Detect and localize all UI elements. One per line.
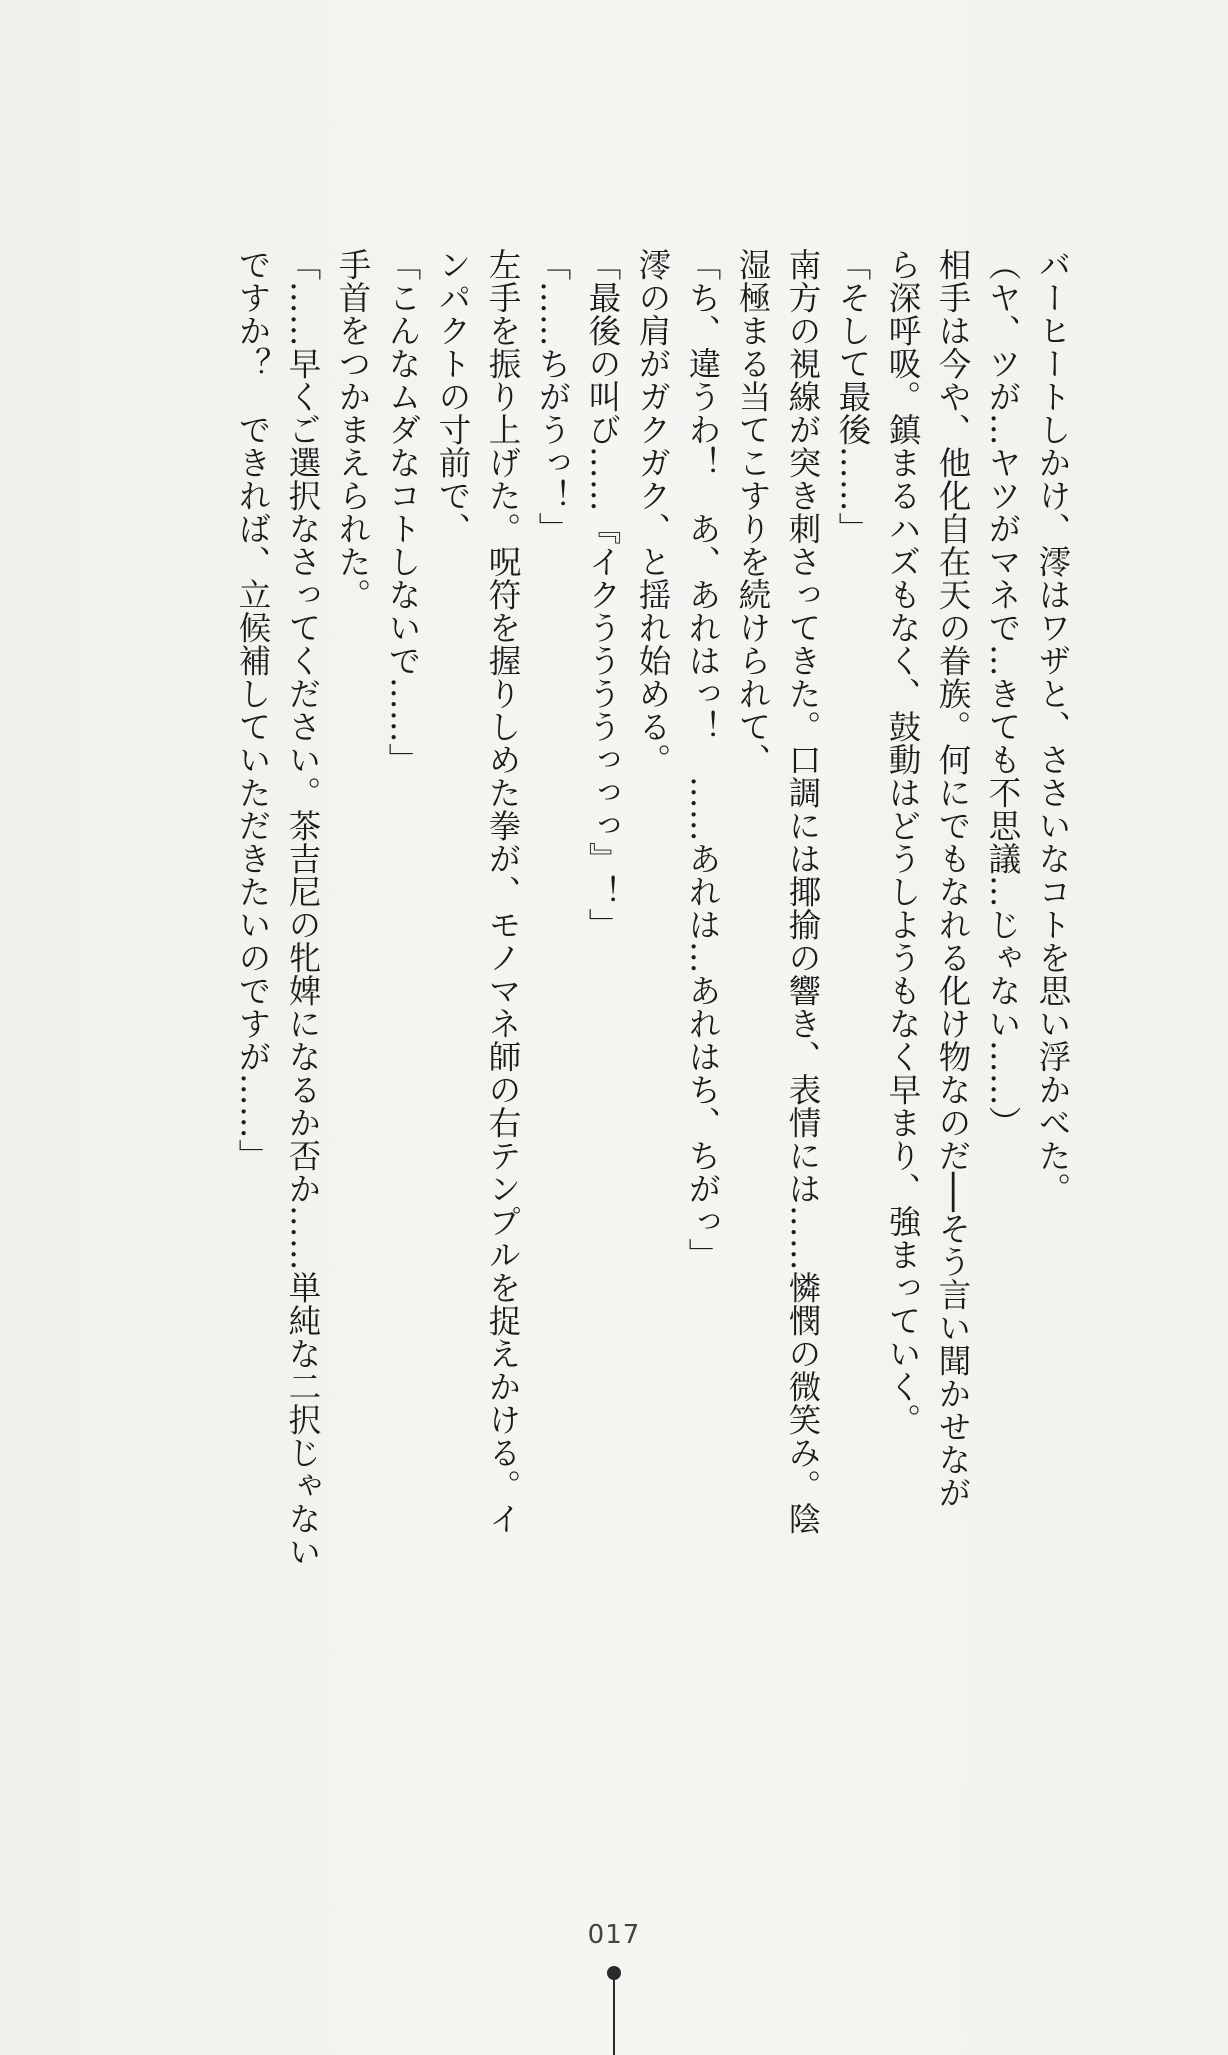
text-line: バーヒートしかけ、澪はワザと、ささいなコトを思い浮かべた。 [1034, 248, 1072, 1205]
text-line: ですか？ できれば、立候補していただきたいのですが……」 [234, 248, 272, 1172]
text-line: 南方の視線が突き刺さってきた。口調には揶揄の響き、表情には……憐憫の微笑み。陰 [784, 248, 822, 1535]
text-line: 「そして最後……」 [834, 248, 872, 545]
text-line: 湿極まる当てこすりを続けられて、 [734, 248, 772, 776]
text-line: （ヤ、ツが…ヤツがマネで…きても不思議…じゃない……） [984, 248, 1022, 1139]
text-line: 左手を振り上げた。呪符を握りしめた拳が、モノマネ師の右テンプルを捉えかける。イ [484, 248, 522, 1535]
text-line: 澪の肩がガクガク、と揺れ始める。 [634, 248, 672, 776]
text-line: 相手は今や、他化自在天の眷族。何にでもなれる化け物なのだ──そう言い聞かせなが [934, 248, 972, 1510]
text-line: ンパクトの寸前で、 [434, 248, 472, 545]
text-line: 「ち、違うわ！ あ、あれはっ！ ……あれは…あれはち、ちがっ」 [684, 248, 722, 1271]
text-line: 「……ちがうっ！」 [534, 248, 572, 545]
text-line: 「こんなムダなコトしないで……」 [384, 248, 422, 776]
page-number: 017 [587, 1920, 641, 1950]
text-line: 手首をつかまえられた。 [334, 248, 372, 611]
text-line: 「最後の叫び……『イクううううっっっ』！」 [584, 248, 622, 941]
page-marker-line [613, 1978, 615, 2055]
text-line: 「……早くご選択なさってください。茶吉尼の牝婢になるか否か……単純な二択じゃない [284, 248, 322, 1568]
text-line: ら深呼吸。鎮まるハズもなく、鼓動はどうしようもなく早まり、強まっていく。 [884, 248, 922, 1436]
vertical-text-body [138, 248, 1078, 1788]
